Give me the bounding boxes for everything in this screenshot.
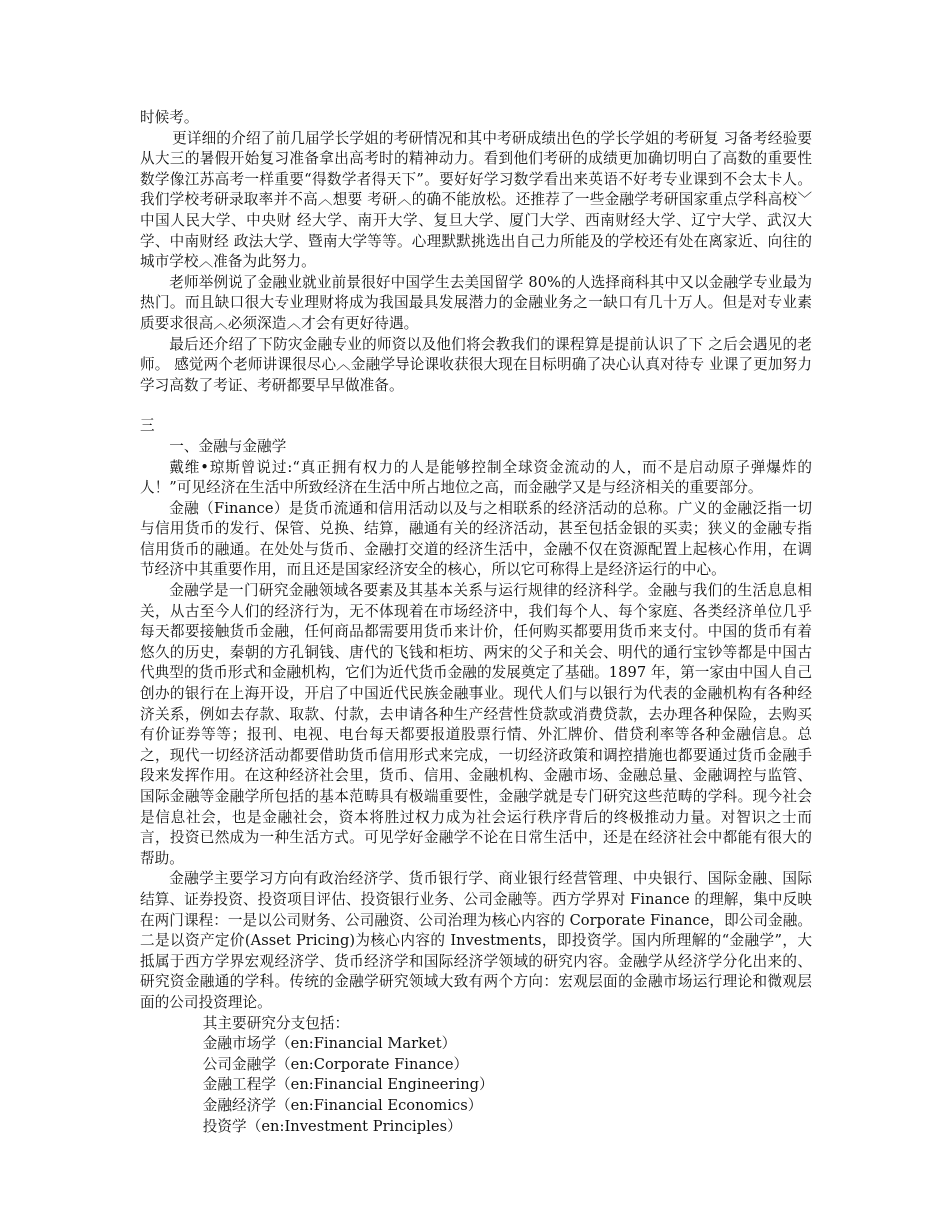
document-page (140, 108, 812, 1137)
branches-list (140, 1034, 812, 1137)
paragraph-study-directions: 金融学主要学习方向有政治经济学、货币银行学、商业银行经营管理、中央银行、国际金融、国际结算、证券投资、投资项目评估、投资银行业务、公司金融等。西方学界对 Finance 的理解，集中反映在两门课程：一是以公司财务、公司融资、公司治理为核心内容的 Corporate Finance，即公司金融。二是以资产定价(Asset Pricing)为核心内容的 Investments，即投资学。国内所理解的“金融学”，大抵属于西方学界宏观经济学、货币经济学和国际经济学领域的研究内容。金融学从经济学分化出来的、研究资金融通的学科。传统的金融学研究领域大致有两个方向：宏观层面的金融市场运行理论和微观层面的公司投资理论。 (140, 870, 812, 1011)
paragraph-career-prospects: 老师举例说了金融业就业前景很好中国学生去美国留学 80%的人选择商科其中又以金融学专业最为热门。而且缺口很大专业理财将成为我国最具发展潜力的金融业务之一缺口有几十万人。但是对专业素质要求很高︿必须深造︿才会有更好待遇。 (140, 273, 812, 332)
list-item: 公司金融学（en:Corporate Finance） (202, 1055, 469, 1073)
list-item: 金融经济学（en:Financial Economics） (202, 1096, 483, 1114)
branches-intro: 其主要研究分支包括： (202, 1014, 350, 1032)
paragraph-finance-science: 金融学是一门研究金融领域各要素及其基本关系与运行规律的经济科学。金融与我们的生活息息相关，从古至今人们的经济行为，无不体现着在市场经济中，我们每个人、每个家庭、各类经济单位几乎每天都要接触货币金融，任何商品都需要用货币来计价，任何购买都要用货币来支付。中国的货币有着悠久的历史，秦朝的方孔铜钱、唐代的飞钱和柜坊、两宋的父子和关会、明代的通行宝钞等都是中国古代典型的货币形式和金融机构，它们为近代货币金融的发展奠定了基础。1897 年，第一家由中国人自己创办的银行在上海开设，开启了中国近代民族金融事业。现代人们与以银行为代表的金融机构有各种经济关系，例如去存款、取款、付款，去申请各种生产经营性贷款或消费贷款，去办理各种保险，去购买有价证券等等；报刊、电视、电台每天都要报道股票行情、外汇牌价、借贷利率等各种金融信息。总之，现代一切经济活动都要借助货币信用形式来完成，一切经济政策和调控措施也都要通过货币金融手段来发挥作用。在这种经济社会里，货币、信用、金融机构、金融市场、金融总量、金融调控与监管、国际金融等金融学所包括的基本范畴具有极端重要性，金融学就是专门研究这些范畴的学科。现今社会是信息社会，也是金融社会，资本将胜过权力成为社会运行秩序背后的终极推动力量。对智识之士而言，投资已然成为一种生活方式。可见学好金融学不论在日常生活中，还是在经济社会中都能有很大的帮助。 (140, 582, 812, 867)
section-number: 三 (140, 417, 155, 435)
paragraph-exam-experience: 更详细的介绍了前几届学长学姐的考研情况和其中考研成绩出色的学长学姐的考研复 习备考经验要从大三的暑假开始复习准备拿出高考时的精神动力。看到他们考研的成绩更加确切明白了高数的重要性数学像江苏高考一样重要“得数学者得天下”。要好好学习数学看出来英语不好考专业课到不会太卡人。我们学校考研录取率并不高︿想要 考研︿的确不能放松。还推荐了一些金融学考研国家重点学科高校﹀中国人民大学、中央财 经大学、南开大学、复旦大学、厦门大学、西南财经大学、辽宁大学、武汉大学、中南财经 政法大学、暨南大学等等。心理默默挑选出自己力所能及的学校还有处在离家近、向往的 城市学校︿准备为此努力。 (140, 129, 812, 271)
list-item: 金融市场学（en:Financial Market） (202, 1035, 457, 1053)
paragraph-continuation: 时候考。 (140, 109, 199, 126)
section-spacer (140, 396, 812, 416)
paragraph-quote: 戴维•琼斯曾说过:“真正拥有权力的人是能够控制全球资金流动的人，而不是启动原子弹爆炸的人！”可见经济在生活中所致经济在生活中所占地位之高，而金融学又是与经济相关的重要部分。 (140, 458, 812, 497)
paragraph-faculty-intro: 最后还介绍了下防灾金融专业的师资以及他们将会教我们的课程算是提前认识了下 之后会遇见的老师。 感觉两个老师讲课很尽心︿金融学导论课收获很大现在目标明确了决心认真对待专 业课了更加努力学习高数了考证、考研都要早早做准备。 (140, 335, 812, 394)
paragraph-finance-definition: 金融（Finance）是货币流通和信用活动以及与之相联系的经济活动的总称。广义的金融泛指一切与信用货币的发行、保管、兑换、结算，融通有关的经济活动，甚至包括金银的买卖；狭义的金融专指信用货币的融通。在处处与货币、金融打交道的经济生活中，金融不仅在资源配置上起核心作用，在调节经济中其重要作用，而且还是国家经济安全的核心，所以它可称得上是经济运行的中心。 (140, 499, 812, 579)
list-item: 投资学（en:Investment Principles） (202, 1117, 462, 1135)
list-item: 金融工程学（en:Financial Engineering） (202, 1076, 494, 1094)
section-heading: 一、金融与金融学 (169, 437, 287, 455)
